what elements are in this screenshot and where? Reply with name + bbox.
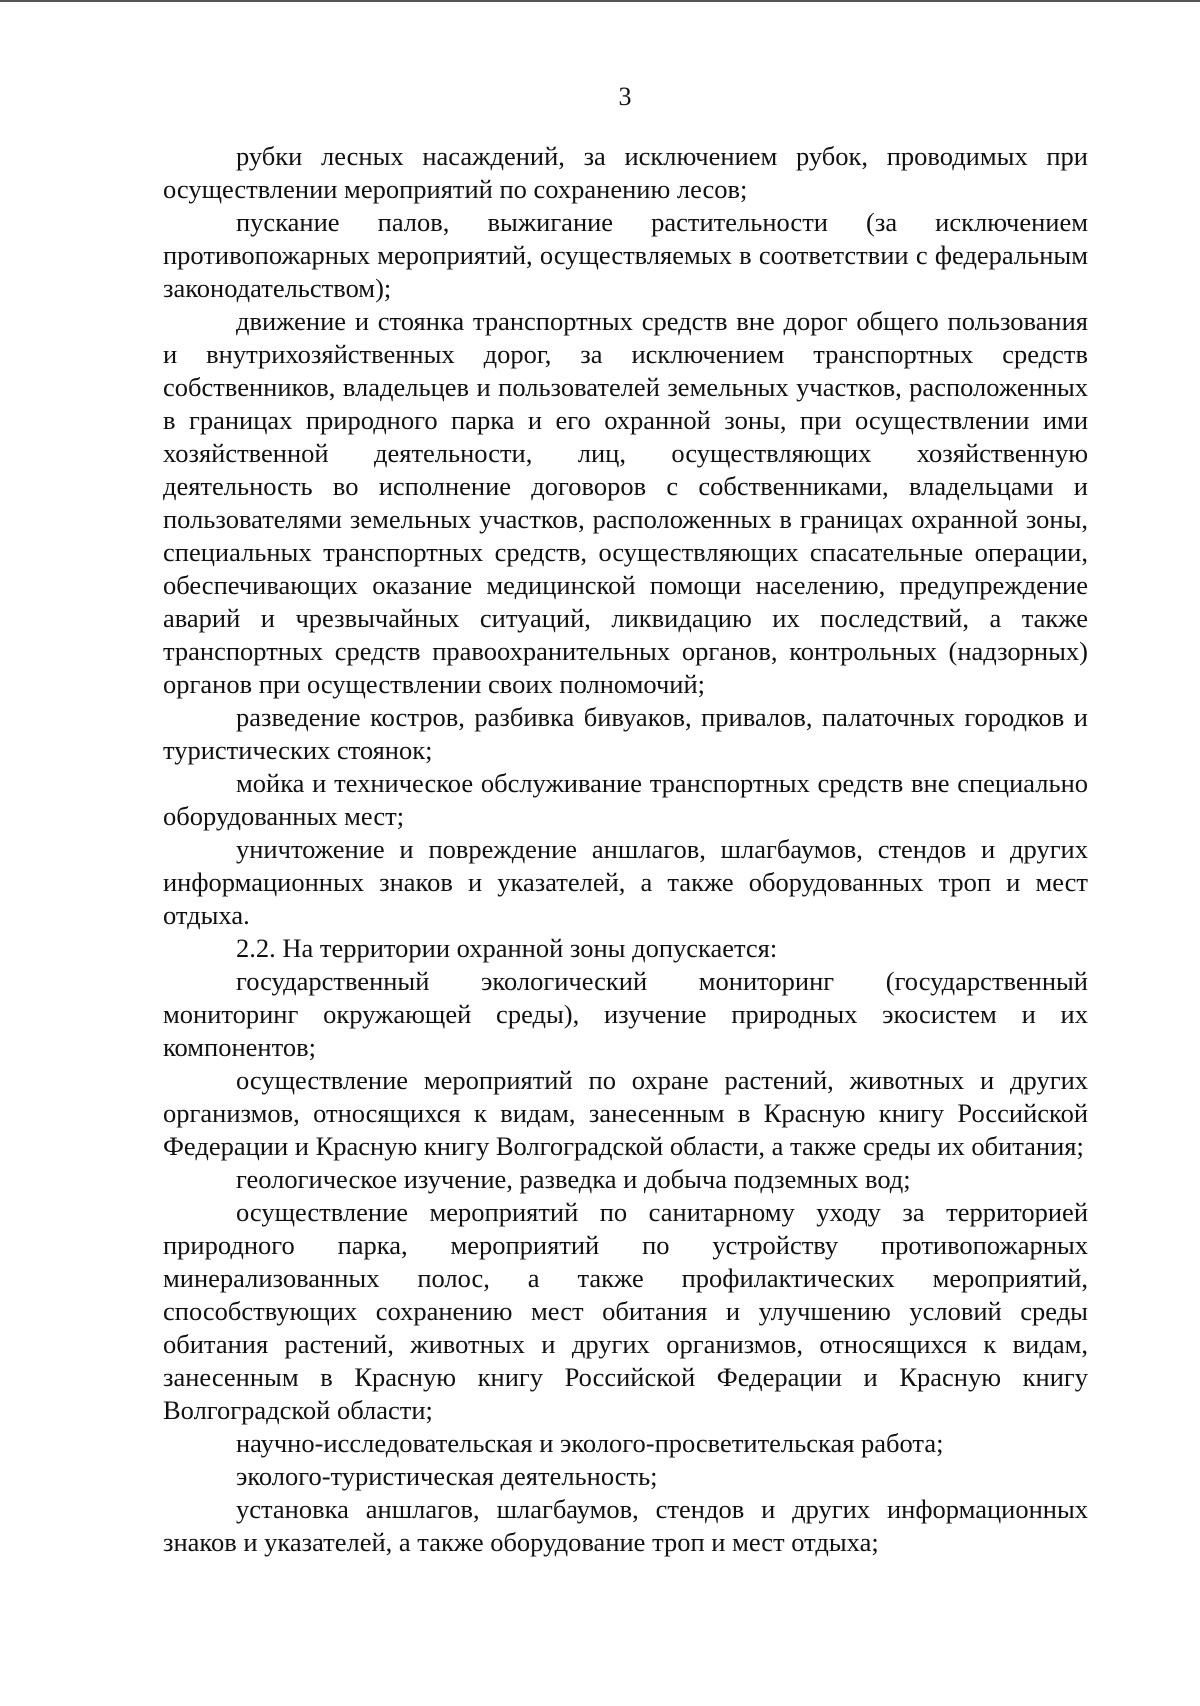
- document-body: [163, 140, 1088, 1559]
- paragraph: научно-исследовательская и эколого-просветительская работа;: [236, 1428, 944, 1458]
- paragraph: осуществление мероприятий по санитарному уходу за территорией природного парка, мероприятий по устройству противопожарных минерализованных полос, а также профилактических мероприятий, способствующих сохранению мест обитания и улучшению условий среды обитания растений, животных и других организмов, относящихся к видам, занесенным в Красную книгу Российской Федерации и Красную книгу Волгоградской области;: [163, 1197, 1088, 1425]
- paragraph: разведение костров, разбивка бивуаков, привалов, палаточных городков и туристических стоянок;: [163, 702, 1088, 765]
- paragraph: пускание палов, выжигание растительности (за исключением противопожарных мероприятий, осуществляемых в соответствии с федеральным законодательством);: [163, 207, 1088, 303]
- paragraph: осуществление мероприятий по охране растений, животных и других организмов, относящихся к видам, занесенным в Красную книгу Российской Федерации и Красную книгу Волгоградской области, а также среды их обитания;: [163, 1065, 1088, 1161]
- section-heading-paragraph: 2.2. На территории охранной зоны допускается:: [236, 933, 778, 963]
- paragraph: рубки лесных насаждений, за исключением рубок, проводимых при осуществлении мероприятий по сохранению лесов;: [163, 141, 1088, 204]
- paragraph: геологическое изучение, разведка и добыча подземных вод;: [236, 1164, 911, 1194]
- paragraph: установка аншлагов, шлагбаумов, стендов и других информационных знаков и указателей, а также оборудование троп и мест отдыха;: [163, 1494, 1088, 1557]
- page-number: 3: [618, 82, 632, 111]
- scan-top-border: [0, 0, 1200, 2]
- paragraph: эколого-туристическая деятельность;: [236, 1461, 658, 1491]
- paragraph: движение и стоянка транспортных средств вне дорог общего пользования и внутрихозяйственных дорог, за исключением транспортных средств собственников, владельцев и пользователей земельных участков, расположенных в границах природного парка и его охранной зоны, при осуществлении ими хозяйственной деятельности, лиц, осуществляющих хозяйственную деятельность во исполнение договоров с собственниками, владельцами и пользователями земельных участков, расположенных в границах охранной зоны, специальных транспортных средств, осуществляющих спасательные операции, обеспечивающих оказание медицинской помощи населению, предупреждение аварий и чрезвычайных ситуаций, ликвидацию их последствий, а также транспортных средств правоохранительных органов, контрольных (надзорных) органов при осуществлении своих полномочий;: [163, 306, 1088, 699]
- paragraph: мойка и техническое обслуживание транспортных средств вне специально оборудованных мест;: [163, 768, 1088, 831]
- paragraph: уничтожение и повреждение аншлагов, шлагбаумов, стендов и других информационных знаков и указателей, а также оборудованных троп и мест отдыха.: [163, 834, 1088, 930]
- paragraph: государственный экологический мониторинг (государственный мониторинг окружающей среды), изучение природных экосистем и их компонентов;: [163, 966, 1088, 1062]
